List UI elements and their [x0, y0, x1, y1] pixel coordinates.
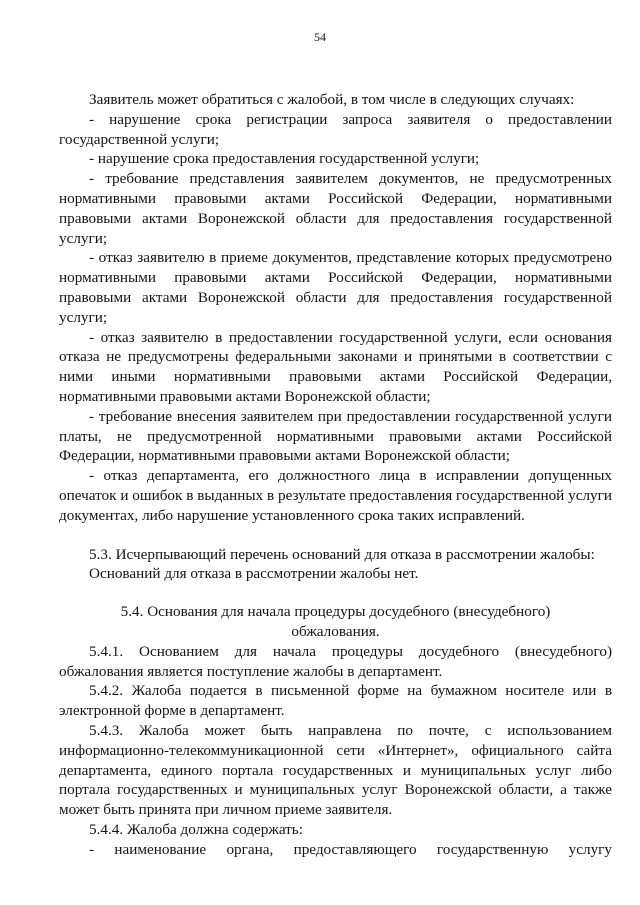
section-5-4-heading-line1: 5.4. Основания для начала процедуры досудебного (внесудебного): [120, 603, 551, 621]
list-item: - требование внесения заявителем при предоставлении государственной услуги платы, не предусмотренной нормативными правовыми актами Российской Федерации, нормативными правовыми актами Воронежской области;: [59, 407, 612, 465]
paragraph: Заявитель может обратиться с жалобой, в том числе в следующих случаях:: [89, 91, 575, 108]
list-item: - наименование органа, предоставляющего государственную услугу: [89, 840, 612, 858]
section-5-4-3: 5.4.3. Жалоба может быть направлена по почте, с использованием информационно-телекоммуникационной сети «Интернет», официального сайта департамента, единого портала государственных и муниципальных услуг либо портала государственных и муниципальных услуг Воронежской области, а также может быть принята при личном приеме заявителя.: [59, 721, 612, 819]
section-5-4-4: 5.4.4. Жалоба должна содержать:: [89, 820, 303, 838]
list-item: - отказ заявителю в предоставлении государственной услуги, если основания отказа не предусмотрены федеральными законами и принятыми в соответствии с ними иными нормативными правовыми актами Российской Федерации, нормативными правовыми актами Воронежской области;: [59, 328, 612, 405]
document-body: [59, 90, 612, 859]
page-number: 54: [314, 30, 326, 44]
list-item: - требование представления заявителем документов, не предусмотренных нормативными правовыми актами Российской Федерации, нормативными правовыми актами Воронежской области для предоставления государственной услуги;: [59, 170, 612, 247]
section-5-4-2: 5.4.2. Жалоба подается в письменной форме на бумажном носителе или в электронной форме в департамент.: [59, 682, 612, 720]
list-item: - отказ заявителю в приеме документов, представление которых предусмотрено нормативными правовыми актами Российской Федерации, нормативными правовыми актами Воронежской области для предоставления государственной услуги;: [59, 249, 612, 326]
section-5-3-text: Оснований для отказа в рассмотрении жалобы нет.: [89, 565, 419, 583]
list-item: - отказ департамента, его должностного лица в исправлении допущенных опечаток и ошибок в выданных в результате предоставления государственной услуги документах, либо нарушение установленного срока таких исправлений.: [59, 467, 612, 524]
list-item: - нарушение срока предоставления государственной услуги;: [89, 150, 480, 168]
section-5-4-1: 5.4.1. Основанием для начала процедуры досудебного (внесудебного) обжалования является поступление жалобы в департамент.: [59, 642, 612, 680]
section-5-4-heading-line2: обжалования.: [291, 622, 380, 640]
list-item: - нарушение срока регистрации запроса заявителя о предоставлении государственной услуги;: [59, 110, 612, 148]
section-5-3-title: 5.3. Исчерпывающий перечень оснований для отказа в рассмотрении жалобы:: [89, 545, 595, 563]
